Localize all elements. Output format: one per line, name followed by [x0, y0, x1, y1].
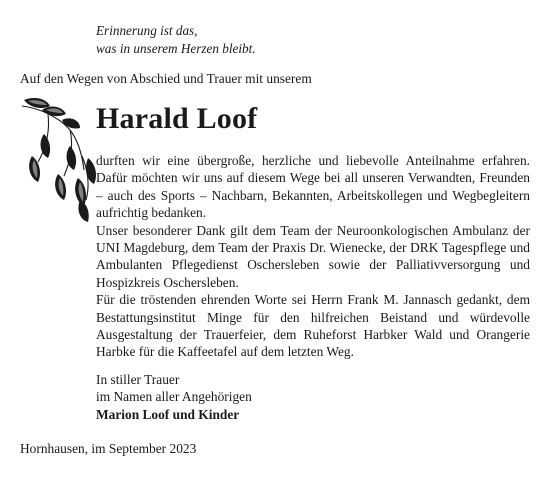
closing-line-2: im Namen aller Angehörigen	[96, 389, 252, 405]
closing-line-1: In stiller Trauer	[96, 372, 180, 387]
paragraph-thanks: durften wir eine übergroße, herzliche und liebevolle Anteilnahme erfahren. Dafür möchten wir uns auf diesem Wege bei all unseren Verwandten, Freunden – auch des Sports – Nachbarn, Bekannten, Arbeitskollegen und Wegbegleitern aufrichtig bedanken.	[96, 153, 530, 221]
gratitude-text	[96, 152, 530, 361]
place-date: Hornhausen, im September 2023	[20, 441, 197, 456]
signer-name: Marion Loof und Kinder	[96, 406, 240, 422]
closing-block	[96, 371, 252, 423]
paragraph-care-teams: Unser besonderer Dank gilt dem Team der Neuroonkologischen Ambulanz der UNI Magdeburg, dem Team der Praxis Dr. Wienecke, der DRK Tagespflege und Ambulanten Pflegedienst Oschersleben sowie der Palliativversorgung und Hospizkreis Oschersleben.	[96, 222, 530, 290]
intro-text: Auf den Wegen von Abschied und Trauer mit unserem	[20, 71, 312, 86]
motto-line-2: was in unserem Herzen bleibt.	[96, 41, 256, 56]
motto-line-1: Erinnerung ist das,	[96, 23, 198, 38]
paragraph-funeral: Für die tröstenden ehrenden Worte sei Herrn Frank M. Jannasch gedankt, dem Bestattungsinstitut Minge für den hilfreichen Beistand und würdevolle Ausgestaltung der Trauerfeier, dem Ruheforst Harbker Wald und Orangerie Harbke für die Kaffeetafel auf dem letzten Weg.	[96, 292, 530, 360]
motto	[96, 22, 256, 58]
birch-leaves-icon	[18, 96, 100, 224]
deceased-name: Harald Loof	[96, 102, 258, 135]
